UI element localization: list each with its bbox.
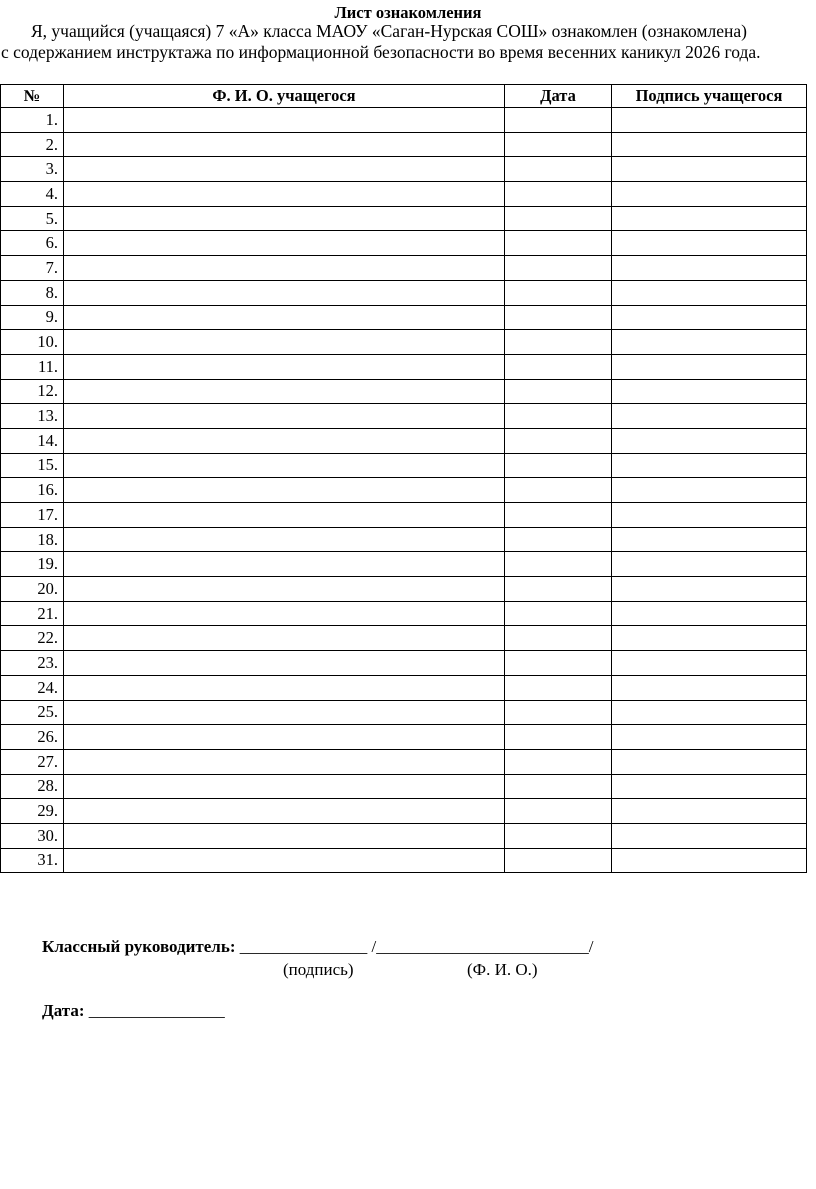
- intro-line-1: Я, учащийся (учащаяся) 7 «А» класса МАОУ «Саган-Нурская СОШ» ознакомлен (ознакомлена): [31, 21, 747, 41]
- row-number: 4.: [1, 182, 64, 207]
- signature-cell[interactable]: [612, 330, 807, 355]
- table-row: [1, 725, 807, 750]
- name-cell[interactable]: [64, 379, 505, 404]
- signature-cell[interactable]: [612, 280, 807, 305]
- signature-cell[interactable]: [612, 256, 807, 281]
- date-cell[interactable]: [505, 725, 612, 750]
- teacher-signature-field[interactable]: _______________: [239, 937, 368, 956]
- signature-cell[interactable]: [612, 379, 807, 404]
- table-row: [1, 478, 807, 503]
- signature-cell[interactable]: [612, 675, 807, 700]
- table-row: [1, 651, 807, 676]
- name-cell[interactable]: [64, 157, 505, 182]
- row-number: 8.: [1, 280, 64, 305]
- row-number: 26.: [1, 725, 64, 750]
- name-cell[interactable]: [64, 108, 505, 133]
- signature-cell[interactable]: [612, 601, 807, 626]
- row-number: 20.: [1, 577, 64, 602]
- row-number: 25.: [1, 700, 64, 725]
- table-row: [1, 182, 807, 207]
- table-row: [1, 601, 807, 626]
- date-cell[interactable]: [505, 354, 612, 379]
- name-cell[interactable]: [64, 206, 505, 231]
- table-row: [1, 108, 807, 133]
- table-row: [1, 552, 807, 577]
- table-row: [1, 157, 807, 182]
- teacher-name-field[interactable]: /_________________________/: [371, 937, 594, 956]
- name-cell[interactable]: [64, 305, 505, 330]
- table-row: [1, 675, 807, 700]
- row-number: 7.: [1, 256, 64, 281]
- signature-cell[interactable]: [612, 774, 807, 799]
- signature-cell[interactable]: [612, 848, 807, 873]
- date-cell[interactable]: [505, 428, 612, 453]
- name-cell[interactable]: [64, 330, 505, 355]
- name-cell[interactable]: [64, 848, 505, 873]
- table-row: [1, 428, 807, 453]
- name-cell[interactable]: [64, 280, 505, 305]
- date-cell[interactable]: [505, 577, 612, 602]
- row-number: 2.: [1, 132, 64, 157]
- table-row: [1, 354, 807, 379]
- name-cell[interactable]: [64, 626, 505, 651]
- name-cell[interactable]: [64, 231, 505, 256]
- table-row: [1, 774, 807, 799]
- name-cell[interactable]: [64, 527, 505, 552]
- name-cell[interactable]: [64, 799, 505, 824]
- row-number: 23.: [1, 651, 64, 676]
- date-cell[interactable]: [505, 280, 612, 305]
- name-cell[interactable]: [64, 453, 505, 478]
- row-number: 14.: [1, 428, 64, 453]
- name-cell[interactable]: [64, 478, 505, 503]
- date-cell[interactable]: [505, 108, 612, 133]
- date-cell[interactable]: [505, 256, 612, 281]
- signature-cell[interactable]: [612, 577, 807, 602]
- teacher-signature-line: [42, 937, 593, 957]
- signature-cell[interactable]: [612, 527, 807, 552]
- name-cell[interactable]: [64, 404, 505, 429]
- row-number: 5.: [1, 206, 64, 231]
- table-row: [1, 206, 807, 231]
- signature-caption: (подпись): [283, 960, 354, 979]
- name-cell[interactable]: [64, 601, 505, 626]
- name-cell[interactable]: [64, 503, 505, 528]
- date-field[interactable]: ________________: [88, 1001, 225, 1020]
- name-cell[interactable]: [64, 675, 505, 700]
- signature-cell[interactable]: [612, 823, 807, 848]
- header-full-name: Ф. И. О. учащегося: [64, 85, 505, 108]
- date-cell[interactable]: [505, 823, 612, 848]
- row-number: 6.: [1, 231, 64, 256]
- row-number: 15.: [1, 453, 64, 478]
- signature-cell[interactable]: [612, 626, 807, 651]
- date-cell[interactable]: [505, 379, 612, 404]
- name-cell[interactable]: [64, 725, 505, 750]
- date-cell[interactable]: [505, 132, 612, 157]
- date-cell[interactable]: [505, 404, 612, 429]
- header-date: Дата: [505, 85, 612, 108]
- row-number: 3.: [1, 157, 64, 182]
- row-number: 11.: [1, 354, 64, 379]
- name-cell[interactable]: [64, 749, 505, 774]
- teacher-label: Классный руководитель:: [42, 937, 236, 956]
- signature-cell[interactable]: [612, 182, 807, 207]
- name-cell[interactable]: [64, 428, 505, 453]
- table-row: [1, 379, 807, 404]
- intro-line-2: с содержанием инструктажа по информационной безопасности во время весенних каникул 2026 года.: [1, 42, 761, 62]
- signature-cell[interactable]: [612, 503, 807, 528]
- table-row: [1, 527, 807, 552]
- signature-cell[interactable]: [612, 108, 807, 133]
- name-cell[interactable]: [64, 182, 505, 207]
- date-cell[interactable]: [505, 675, 612, 700]
- date-cell[interactable]: [505, 651, 612, 676]
- date-cell[interactable]: [505, 453, 612, 478]
- date-cell[interactable]: [505, 700, 612, 725]
- date-cell[interactable]: [505, 799, 612, 824]
- name-cell[interactable]: [64, 256, 505, 281]
- date-cell[interactable]: [505, 848, 612, 873]
- signature-cell[interactable]: [612, 725, 807, 750]
- name-cell[interactable]: [64, 651, 505, 676]
- date-cell[interactable]: [505, 206, 612, 231]
- row-number: 1.: [1, 108, 64, 133]
- date-cell[interactable]: [505, 231, 612, 256]
- name-caption: (Ф. И. О.): [467, 960, 538, 979]
- signature-cell[interactable]: [612, 552, 807, 577]
- table-row: [1, 503, 807, 528]
- row-number: 24.: [1, 675, 64, 700]
- table-row: [1, 848, 807, 873]
- table-row: [1, 799, 807, 824]
- date-label: Дата:: [42, 1001, 85, 1020]
- date-cell[interactable]: [505, 774, 612, 799]
- table-row: [1, 700, 807, 725]
- acknowledgement-table: [0, 84, 807, 873]
- row-number: 31.: [1, 848, 64, 873]
- signature-cell[interactable]: [612, 478, 807, 503]
- signature-cell[interactable]: [612, 428, 807, 453]
- page-title: Лист ознакомления: [334, 3, 482, 22]
- row-number: 22.: [1, 626, 64, 651]
- row-number: 27.: [1, 749, 64, 774]
- name-cell[interactable]: [64, 354, 505, 379]
- date-cell[interactable]: [505, 527, 612, 552]
- date-cell[interactable]: [505, 503, 612, 528]
- date-cell[interactable]: [505, 478, 612, 503]
- table-row: [1, 132, 807, 157]
- table-row: [1, 577, 807, 602]
- row-number: 29.: [1, 799, 64, 824]
- row-number: 12.: [1, 379, 64, 404]
- date-cell[interactable]: [505, 182, 612, 207]
- name-cell[interactable]: [64, 700, 505, 725]
- table-row: [1, 256, 807, 281]
- signature-cell[interactable]: [612, 453, 807, 478]
- date-cell[interactable]: [505, 749, 612, 774]
- signature-cell[interactable]: [612, 799, 807, 824]
- row-number: 9.: [1, 305, 64, 330]
- signature-cell[interactable]: [612, 749, 807, 774]
- row-number: 19.: [1, 552, 64, 577]
- table-row: [1, 231, 807, 256]
- table-body: [1, 108, 807, 873]
- table-row: [1, 330, 807, 355]
- signature-cell[interactable]: [612, 231, 807, 256]
- date-cell[interactable]: [505, 552, 612, 577]
- row-number: 16.: [1, 478, 64, 503]
- table-row: [1, 280, 807, 305]
- table-header-row: [1, 85, 807, 108]
- date-cell[interactable]: [505, 601, 612, 626]
- table-row: [1, 305, 807, 330]
- name-cell[interactable]: [64, 552, 505, 577]
- row-number: 21.: [1, 601, 64, 626]
- name-cell[interactable]: [64, 774, 505, 799]
- header-signature: Подпись учащегося: [612, 85, 807, 108]
- signature-cell[interactable]: [612, 651, 807, 676]
- table-row: [1, 404, 807, 429]
- signature-cell[interactable]: [612, 157, 807, 182]
- name-cell[interactable]: [64, 132, 505, 157]
- date-cell[interactable]: [505, 626, 612, 651]
- row-number: 10.: [1, 330, 64, 355]
- table-row: [1, 626, 807, 651]
- date-line: [42, 1001, 225, 1021]
- table-row: [1, 453, 807, 478]
- signature-cell[interactable]: [612, 206, 807, 231]
- signature-cell[interactable]: [612, 700, 807, 725]
- header-number: №: [1, 85, 64, 108]
- table-row: [1, 823, 807, 848]
- signature-cell[interactable]: [612, 305, 807, 330]
- row-number: 30.: [1, 823, 64, 848]
- date-cell[interactable]: [505, 330, 612, 355]
- signature-cell[interactable]: [612, 354, 807, 379]
- date-cell[interactable]: [505, 305, 612, 330]
- signature-cell[interactable]: [612, 132, 807, 157]
- row-number: 18.: [1, 527, 64, 552]
- date-cell[interactable]: [505, 157, 612, 182]
- signature-cell[interactable]: [612, 404, 807, 429]
- name-cell[interactable]: [64, 823, 505, 848]
- row-number: 28.: [1, 774, 64, 799]
- table-row: [1, 749, 807, 774]
- name-cell[interactable]: [64, 577, 505, 602]
- row-number: 13.: [1, 404, 64, 429]
- row-number: 17.: [1, 503, 64, 528]
